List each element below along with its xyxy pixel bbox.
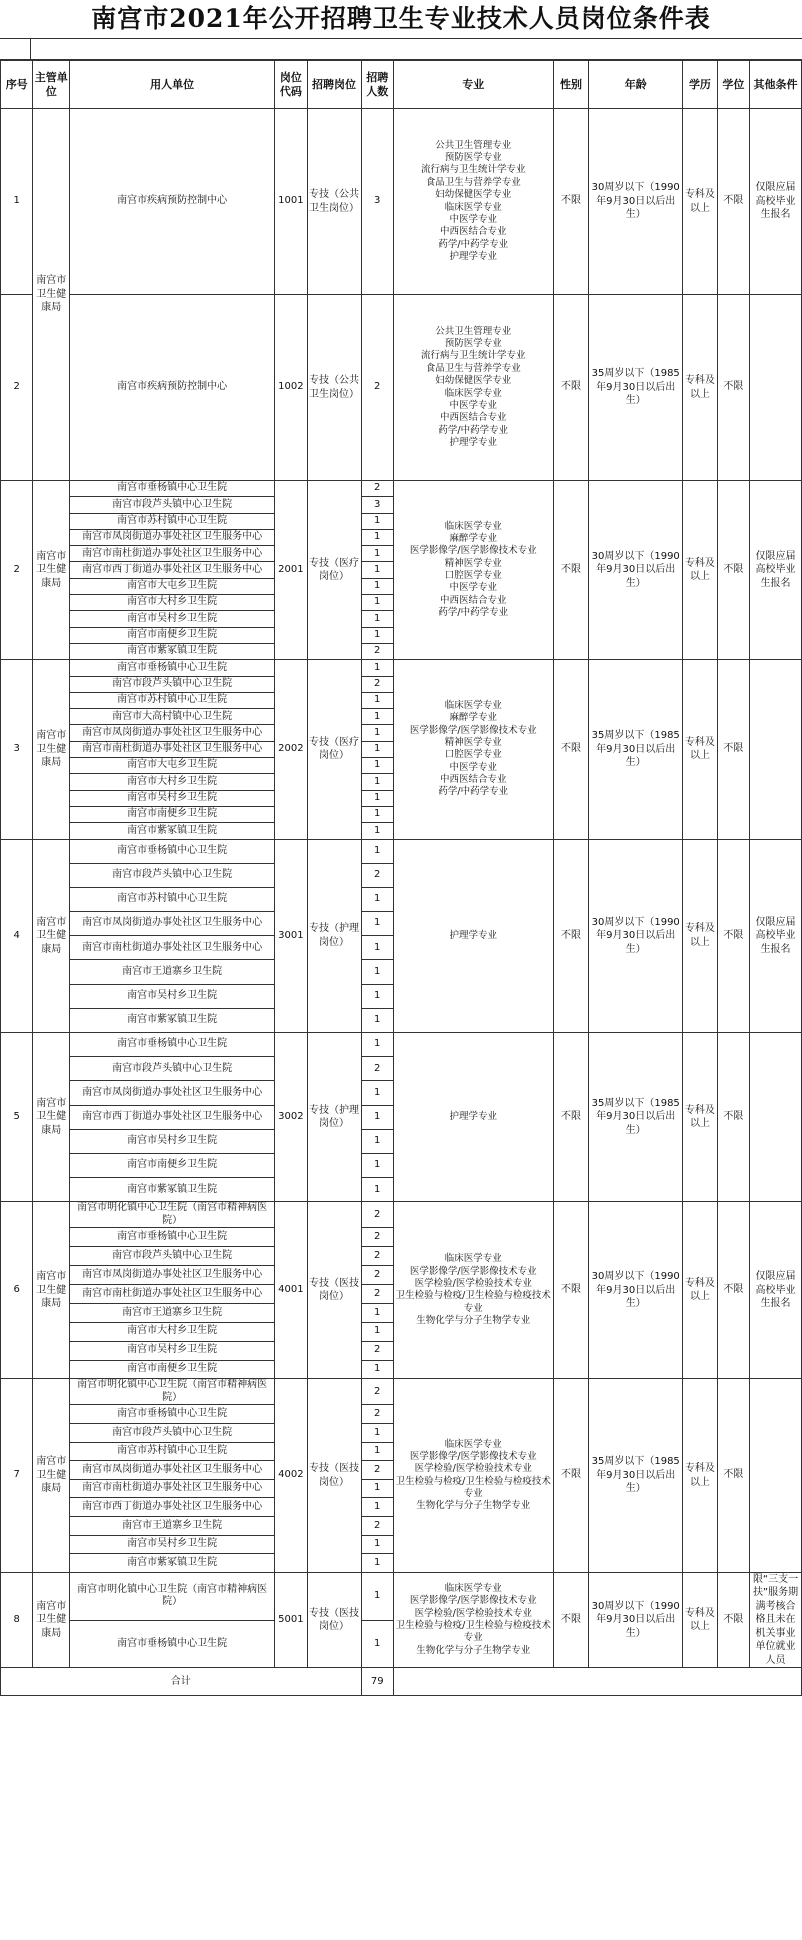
- edu-cell: 专科及以上: [683, 1033, 718, 1202]
- unit-cell: 南宫市南杜街道办事处社区卫生服务中心: [70, 1479, 275, 1498]
- unit-cell: 南宫市紫冢镇卫生院: [70, 823, 275, 839]
- unit-cell: 南宫市垂杨镇中心卫生院: [70, 1405, 275, 1424]
- table-row: [1, 1572, 802, 1620]
- count-cell: 1: [361, 912, 393, 936]
- header-edu: 学历: [683, 61, 718, 109]
- count-cell: 1: [361, 887, 393, 911]
- count-cell: 1: [361, 529, 393, 545]
- count-cell: 2: [361, 1517, 393, 1536]
- count-cell: 2: [361, 1461, 393, 1480]
- code-cell: 2001: [275, 481, 307, 660]
- code-cell: 4002: [275, 1379, 307, 1572]
- unit-cell: 南宫市王道寨乡卫生院: [70, 960, 275, 984]
- unit-cell: 南宫市垂杨镇中心卫生院: [70, 1033, 275, 1057]
- other-cell: [750, 1033, 802, 1202]
- count-cell: 1: [361, 1554, 393, 1573]
- age-cell: 30周岁以下（1990年9月30日以后出生）: [589, 481, 683, 660]
- unit-cell: 南宫市大高村镇中心卫生院: [70, 709, 275, 725]
- gender-cell: 不限: [553, 481, 589, 660]
- dept-cell: 南宫市卫生健康局: [33, 1572, 70, 1668]
- unit-cell: 南宫市垂杨镇中心卫生院: [70, 1228, 275, 1247]
- total-value: 79: [361, 1668, 393, 1696]
- page-title: 南宫市2021年公开招聘卫生专业技术人员岗位条件表: [0, 0, 802, 39]
- count-cell: 1: [361, 1498, 393, 1517]
- code-cell: 4001: [275, 1202, 307, 1379]
- header-degree: 学位: [717, 61, 749, 109]
- other-cell: [750, 660, 802, 839]
- age-cell: 30周岁以下（1990年9月30日以后出生）: [589, 1202, 683, 1379]
- degree-cell: 不限: [717, 1033, 749, 1202]
- table-row: [1, 295, 802, 481]
- code-cell: 2002: [275, 660, 307, 839]
- major-cell: 公共卫生管理专业 预防医学专业 流行病与卫生统计学专业 食品卫生与营养学专业 妇幼保健医学专业 临床医学专业 中医学专业 中西医结合专业 药学/中药学专业 护理学专业: [393, 295, 553, 481]
- count-cell: 1: [361, 1153, 393, 1177]
- seq-cell: 2: [1, 481, 33, 660]
- seq-cell: 3: [1, 660, 33, 839]
- unit-cell: 南宫市南便乡卫生院: [70, 1360, 275, 1379]
- other-cell: 仅限应届高校毕业生报名: [750, 1202, 802, 1379]
- count-cell: 1: [361, 709, 393, 725]
- unit-cell: 南宫市垂杨镇中心卫生院: [70, 839, 275, 863]
- post-cell: 专技（医疗岗位）: [307, 481, 361, 660]
- count-cell: 2: [361, 1266, 393, 1285]
- unit-cell: 南宫市紫冢镇卫生院: [70, 1178, 275, 1202]
- unit-cell: 南宫市段芦头镇中心卫生院: [70, 1424, 275, 1443]
- header-dept: 主管单位: [33, 61, 70, 109]
- degree-cell: 不限: [717, 109, 749, 295]
- gender-cell: 不限: [553, 295, 589, 481]
- gender-cell: 不限: [553, 1202, 589, 1379]
- header-age: 年龄: [589, 61, 683, 109]
- degree-cell: 不限: [717, 839, 749, 1033]
- age-cell: 30周岁以下（1990年9月30日以后出生）: [589, 109, 683, 295]
- unit-cell: 南宫市大屯乡卫生院: [70, 578, 275, 594]
- unit-cell: 南宫市大屯乡卫生院: [70, 758, 275, 774]
- gender-cell: 不限: [553, 1033, 589, 1202]
- unit-cell: 南宫市凤岗街道办事处社区卫生服务中心: [70, 1081, 275, 1105]
- major-cell: 公共卫生管理专业 预防医学专业 流行病与卫生统计学专业 食品卫生与营养学专业 妇幼保健医学专业 临床医学专业 中医学专业 中西医结合专业 药学/中药学专业 护理学专业: [393, 109, 553, 295]
- header-unit: 用人单位: [70, 61, 275, 109]
- edu-cell: 专科及以上: [683, 1202, 718, 1379]
- header-major: 专业: [393, 61, 553, 109]
- header-code: 岗位代码: [275, 61, 307, 109]
- count-cell: 1: [361, 823, 393, 839]
- count-cell: 1: [361, 1322, 393, 1341]
- count-cell: 1: [361, 741, 393, 757]
- blank-strip: [0, 39, 802, 60]
- count-cell: 1: [361, 611, 393, 627]
- unit-cell: 南宫市吴村乡卫生院: [70, 984, 275, 1008]
- dept-cell: 南宫市卫生健康局: [33, 1379, 70, 1572]
- gender-cell: 不限: [553, 660, 589, 839]
- unit-cell: 南宫市段芦头镇中心卫生院: [70, 497, 275, 513]
- unit-cell: 南宫市吴村乡卫生院: [70, 1129, 275, 1153]
- other-cell: 仅限应届高校毕业生报名: [750, 839, 802, 1033]
- unit-cell: 南宫市南便乡卫生院: [70, 627, 275, 643]
- table-row: [1, 660, 802, 676]
- seq-cell: 7: [1, 1379, 33, 1572]
- unit-cell: 南宫市吴村乡卫生院: [70, 611, 275, 627]
- unit-cell: 南宫市段芦头镇中心卫生院: [70, 676, 275, 692]
- count-cell: 2: [361, 1405, 393, 1424]
- unit-cell: 南宫市大村乡卫生院: [70, 595, 275, 611]
- degree-cell: 不限: [717, 295, 749, 481]
- major-cell: 护理学专业: [393, 839, 553, 1033]
- unit-cell: 南宫市南杜街道办事处社区卫生服务中心: [70, 546, 275, 562]
- count-cell: 2: [361, 1202, 393, 1228]
- edu-cell: 专科及以上: [683, 839, 718, 1033]
- total-blank: [393, 1668, 801, 1696]
- post-cell: 专技（医技岗位）: [307, 1202, 361, 1379]
- dept-cell: 南宫市卫生健康局: [33, 660, 70, 839]
- post-cell: 专技（公共卫生岗位）: [307, 295, 361, 481]
- dept-cell: 南宫市卫生健康局: [33, 1033, 70, 1202]
- total-label: 合计: [1, 1668, 362, 1696]
- gender-cell: 不限: [553, 1379, 589, 1572]
- age-cell: 35周岁以下（1985年9月30日以后出生）: [589, 1033, 683, 1202]
- count-cell: 1: [361, 725, 393, 741]
- count-cell: 1: [361, 692, 393, 708]
- count-cell: 1: [361, 1033, 393, 1057]
- count-cell: 1: [361, 1535, 393, 1554]
- unit-cell: 南宫市苏村镇中心卫生院: [70, 692, 275, 708]
- unit-cell: 南宫市吴村乡卫生院: [70, 1535, 275, 1554]
- seq-cell: 5: [1, 1033, 33, 1202]
- count-cell: 1: [361, 1178, 393, 1202]
- count-cell: 1: [361, 546, 393, 562]
- other-cell: [750, 295, 802, 481]
- count-cell: 3: [361, 497, 393, 513]
- table-body: [1, 109, 802, 1668]
- age-cell: 30周岁以下（1990年9月30日以后出生）: [589, 1572, 683, 1668]
- unit-cell: 南宫市苏村镇中心卫生院: [70, 1442, 275, 1461]
- degree-cell: 不限: [717, 481, 749, 660]
- count-cell: 1: [361, 1008, 393, 1032]
- dept-cell: 南宫市卫生健康局: [33, 839, 70, 1033]
- major-cell: 临床医学专业 麻醉学专业 医学影像学/医学影像技术专业 精神医学专业 口腔医学专业 中医学专业 中西医结合专业 药学/中药学专业: [393, 660, 553, 839]
- table-row: [1, 1379, 802, 1405]
- code-cell: 1002: [275, 295, 307, 481]
- unit-cell: 南宫市明化镇中心卫生院（南宫市精神病医院）: [70, 1379, 275, 1405]
- count-cell: 3: [361, 109, 393, 295]
- unit-cell: 南宫市凤岗街道办事处社区卫生服务中心: [70, 529, 275, 545]
- unit-cell: 南宫市南杜街道办事处社区卫生服务中心: [70, 936, 275, 960]
- age-cell: 35周岁以下（1985年9月30日以后出生）: [589, 1379, 683, 1572]
- count-cell: 2: [361, 1247, 393, 1266]
- count-cell: 2: [361, 643, 393, 659]
- header-post: 招聘岗位: [307, 61, 361, 109]
- unit-cell: 南宫市紫冢镇卫生院: [70, 643, 275, 659]
- count-cell: 1: [361, 774, 393, 790]
- positions-table: [0, 60, 802, 1696]
- other-cell: [750, 1379, 802, 1572]
- count-cell: 1: [361, 758, 393, 774]
- unit-cell: 南宫市垂杨镇中心卫生院: [70, 660, 275, 676]
- unit-cell: 南宫市紫冢镇卫生院: [70, 1008, 275, 1032]
- degree-cell: 不限: [717, 1379, 749, 1572]
- count-cell: 2: [361, 1228, 393, 1247]
- count-cell: 2: [361, 676, 393, 692]
- unit-cell: 南宫市王道寨乡卫生院: [70, 1517, 275, 1536]
- degree-cell: 不限: [717, 660, 749, 839]
- count-cell: 1: [361, 960, 393, 984]
- post-cell: 专技（护理岗位）: [307, 1033, 361, 1202]
- unit-cell: 南宫市垂杨镇中心卫生院: [70, 1620, 275, 1668]
- seq-cell: 6: [1, 1202, 33, 1379]
- other-cell: 限“三支一扶”服务期满考核合格且未在机关事业单位就业人员: [750, 1572, 802, 1668]
- code-cell: 3001: [275, 839, 307, 1033]
- count-cell: 1: [361, 1479, 393, 1498]
- gender-cell: 不限: [553, 1572, 589, 1668]
- unit-cell: 南宫市段芦头镇中心卫生院: [70, 1057, 275, 1081]
- table-row: [1, 1202, 802, 1228]
- unit-cell: 南宫市段芦头镇中心卫生院: [70, 863, 275, 887]
- seq-cell: 4: [1, 839, 33, 1033]
- major-cell: 护理学专业: [393, 1033, 553, 1202]
- count-cell: 1: [361, 839, 393, 863]
- unit-cell: 南宫市凤岗街道办事处社区卫生服务中心: [70, 725, 275, 741]
- major-cell: 临床医学专业 医学影像学/医学影像技术专业 医学检验/医学检验技术专业 卫生检验与检疫/卫生检验与检疫技术专业 生物化学与分子生物学专业: [393, 1202, 553, 1379]
- unit-cell: 南宫市西丁街道办事处社区卫生服务中心: [70, 562, 275, 578]
- unit-cell: 南宫市大村乡卫生院: [70, 1322, 275, 1341]
- count-cell: 2: [361, 863, 393, 887]
- count-cell: 2: [361, 1379, 393, 1405]
- unit-cell: 南宫市凤岗街道办事处社区卫生服务中心: [70, 912, 275, 936]
- unit-cell: 南宫市段芦头镇中心卫生院: [70, 1247, 275, 1266]
- unit-cell: 南宫市垂杨镇中心卫生院: [70, 481, 275, 497]
- table-row: [1, 839, 802, 863]
- header-gender: 性别: [553, 61, 589, 109]
- edu-cell: 专科及以上: [683, 660, 718, 839]
- code-cell: 1001: [275, 109, 307, 295]
- unit-cell: 南宫市疾病预防控制中心: [70, 109, 275, 295]
- count-cell: 1: [361, 790, 393, 806]
- dept-cell: 南宫市卫生健康局: [33, 1202, 70, 1379]
- header-other: 其他条件: [750, 61, 802, 109]
- seq-cell: 1: [1, 109, 33, 295]
- total-row: [1, 1668, 802, 1696]
- degree-cell: 不限: [717, 1202, 749, 1379]
- count-cell: 1: [361, 627, 393, 643]
- seq-cell: 8: [1, 1572, 33, 1668]
- count-cell: 1: [361, 936, 393, 960]
- count-cell: 1: [361, 806, 393, 822]
- degree-cell: 不限: [717, 1572, 749, 1668]
- count-cell: 1: [361, 1081, 393, 1105]
- count-cell: 1: [361, 1424, 393, 1443]
- edu-cell: 专科及以上: [683, 295, 718, 481]
- table-row: [1, 1033, 802, 1057]
- unit-cell: 南宫市南便乡卫生院: [70, 1153, 275, 1177]
- count-cell: 1: [361, 1442, 393, 1461]
- post-cell: 专技（护理岗位）: [307, 839, 361, 1033]
- unit-cell: 南宫市紫冢镇卫生院: [70, 1554, 275, 1573]
- major-cell: 临床医学专业 医学影像学/医学影像技术专业 医学检验/医学检验技术专业 卫生检验与检疫/卫生检验与检疫技术专业 生物化学与分子生物学专业: [393, 1379, 553, 1572]
- count-cell: 1: [361, 513, 393, 529]
- unit-cell: 南宫市西丁街道办事处社区卫生服务中心: [70, 1105, 275, 1129]
- count-cell: 2: [361, 481, 393, 497]
- count-cell: 2: [361, 1341, 393, 1360]
- count-cell: 1: [361, 1303, 393, 1322]
- count-cell: 2: [361, 1057, 393, 1081]
- table-row: [1, 481, 802, 497]
- age-cell: 30周岁以下（1990年9月30日以后出生）: [589, 839, 683, 1033]
- code-cell: 3002: [275, 1033, 307, 1202]
- seq-cell: 2: [1, 295, 33, 481]
- post-cell: 专技（医技岗位）: [307, 1379, 361, 1572]
- unit-cell: 南宫市吴村乡卫生院: [70, 790, 275, 806]
- edu-cell: 专科及以上: [683, 1379, 718, 1572]
- unit-cell: 南宫市南杜街道办事处社区卫生服务中心: [70, 1285, 275, 1304]
- unit-cell: 南宫市西丁街道办事处社区卫生服务中心: [70, 1498, 275, 1517]
- unit-cell: 南宫市苏村镇中心卫生院: [70, 887, 275, 911]
- other-cell: 仅限应届高校毕业生报名: [750, 481, 802, 660]
- unit-cell: 南宫市南杜街道办事处社区卫生服务中心: [70, 741, 275, 757]
- post-cell: 专技（公共卫生岗位）: [307, 109, 361, 295]
- unit-cell: 南宫市明化镇中心卫生院（南宫市精神病医院）: [70, 1572, 275, 1620]
- count-cell: 1: [361, 1572, 393, 1620]
- age-cell: 35周岁以下（1985年9月30日以后出生）: [589, 295, 683, 481]
- unit-cell: 南宫市南便乡卫生院: [70, 806, 275, 822]
- table-row: [1, 109, 802, 295]
- count-cell: 1: [361, 595, 393, 611]
- dept-cell: 南宫市卫生健康局: [33, 481, 70, 660]
- edu-cell: 专科及以上: [683, 1572, 718, 1668]
- count-cell: 1: [361, 1105, 393, 1129]
- edu-cell: 专科及以上: [683, 109, 718, 295]
- other-cell: 仅限应届高校毕业生报名: [750, 109, 802, 295]
- unit-cell: 南宫市凤岗街道办事处社区卫生服务中心: [70, 1461, 275, 1480]
- count-cell: 1: [361, 984, 393, 1008]
- count-cell: 2: [361, 1285, 393, 1304]
- count-cell: 1: [361, 1620, 393, 1668]
- gender-cell: 不限: [553, 839, 589, 1033]
- code-cell: 5001: [275, 1572, 307, 1668]
- unit-cell: 南宫市王道寨乡卫生院: [70, 1303, 275, 1322]
- count-cell: 1: [361, 578, 393, 594]
- unit-cell: 南宫市凤岗街道办事处社区卫生服务中心: [70, 1266, 275, 1285]
- count-cell: 1: [361, 562, 393, 578]
- unit-cell: 南宫市疾病预防控制中心: [70, 295, 275, 481]
- unit-cell: 南宫市大村乡卫生院: [70, 774, 275, 790]
- unit-cell: 南宫市苏村镇中心卫生院: [70, 513, 275, 529]
- dept-cell: 南宫市卫生健康局: [33, 109, 70, 481]
- header-seq: 序号: [1, 61, 33, 109]
- age-cell: 35周岁以下（1985年9月30日以后出生）: [589, 660, 683, 839]
- major-cell: 临床医学专业 医学影像学/医学影像技术专业 医学检验/医学检验技术专业 卫生检验与检疫/卫生检验与检疫技术专业 生物化学与分子生物学专业: [393, 1572, 553, 1668]
- count-cell: 1: [361, 660, 393, 676]
- header-row: [1, 61, 802, 109]
- count-cell: 2: [361, 295, 393, 481]
- post-cell: 专技（医技岗位）: [307, 1572, 361, 1668]
- count-cell: 1: [361, 1360, 393, 1379]
- edu-cell: 专科及以上: [683, 481, 718, 660]
- unit-cell: 南宫市明化镇中心卫生院（南宫市精神病医院）: [70, 1202, 275, 1228]
- header-count: 招聘人数: [361, 61, 393, 109]
- gender-cell: 不限: [553, 109, 589, 295]
- count-cell: 1: [361, 1129, 393, 1153]
- post-cell: 专技（医疗岗位）: [307, 660, 361, 839]
- unit-cell: 南宫市吴村乡卫生院: [70, 1341, 275, 1360]
- major-cell: 临床医学专业 麻醉学专业 医学影像学/医学影像技术专业 精神医学专业 口腔医学专业 中医学专业 中西医结合专业 药学/中药学专业: [393, 481, 553, 660]
